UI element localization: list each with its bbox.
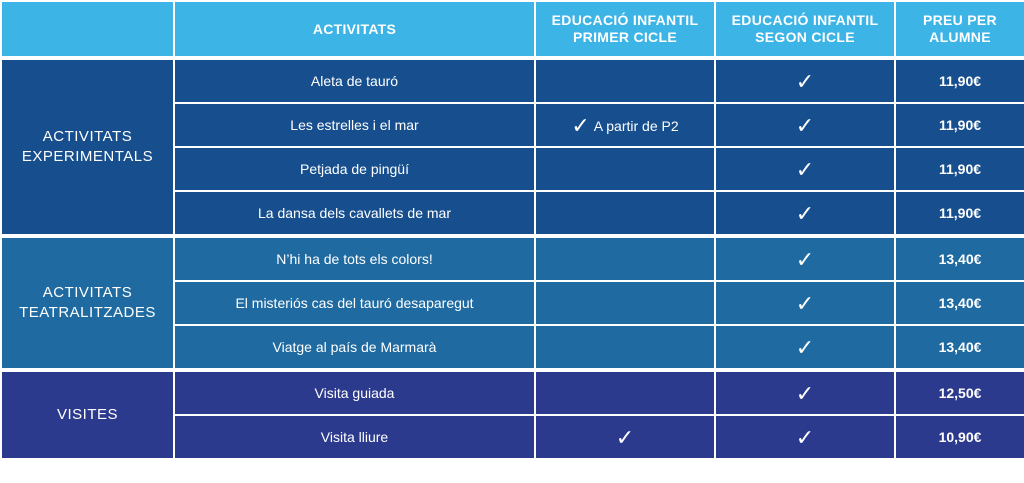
price-cell: 11,90€	[895, 58, 1024, 103]
price-cell: 10,90€	[895, 415, 1024, 459]
activity-name: Les estrelles i el mar	[174, 103, 535, 147]
activity-name: Visita guiada	[174, 370, 535, 415]
price-cell: 11,90€	[895, 103, 1024, 147]
first-cycle-cell	[535, 103, 715, 147]
first-cycle-cell	[535, 191, 715, 236]
check-icon: ✓	[795, 246, 815, 272]
second-cycle-cell	[715, 370, 895, 415]
activity-name: N’hi ha de tots els colors!	[174, 236, 535, 281]
header-activitats: ACTIVITATS	[174, 1, 535, 58]
second-cycle-cell	[715, 415, 895, 459]
second-cycle-cell	[715, 191, 895, 236]
price-cell: 13,40€	[895, 325, 1024, 370]
table-row	[1, 370, 1024, 415]
check-icon: ✓	[571, 112, 590, 138]
check-icon: ✓	[795, 156, 815, 182]
second-cycle-cell	[715, 58, 895, 103]
activity-name: Aleta de tauró	[174, 58, 535, 103]
price-cell: 11,90€	[895, 191, 1024, 236]
first-cycle-note: A partir de P2	[593, 117, 679, 134]
check-icon: ✓	[795, 424, 815, 450]
table-row	[1, 58, 1024, 103]
first-cycle-cell	[535, 281, 715, 325]
first-cycle-cell	[535, 236, 715, 281]
first-cycle-cell	[535, 325, 715, 370]
activity-name: El misteriós cas del tauró desaparegut	[174, 281, 535, 325]
activity-name: La dansa dels cavallets de mar	[174, 191, 535, 236]
category-visites: VISITES	[1, 370, 174, 459]
price-cell: 11,90€	[895, 147, 1024, 191]
first-cycle-cell	[535, 147, 715, 191]
category-experimentals: ACTIVITATS EXPERIMENTALS	[1, 58, 174, 236]
check-icon: ✓	[795, 200, 815, 226]
activity-name: Viatge al país de Marmarà	[174, 325, 535, 370]
first-cycle-cell	[535, 58, 715, 103]
second-cycle-cell	[715, 236, 895, 281]
second-cycle-cell	[715, 281, 895, 325]
second-cycle-cell	[715, 103, 895, 147]
second-cycle-cell	[715, 147, 895, 191]
price-cell: 12,50€	[895, 370, 1024, 415]
check-icon: ✓	[795, 334, 815, 360]
check-icon: ✓	[615, 424, 635, 450]
category-teatralitzades: ACTIVITATS TEATRALITZADES	[1, 236, 174, 370]
header-category	[1, 1, 174, 58]
price-cell: 13,40€	[895, 281, 1024, 325]
second-cycle-cell	[715, 325, 895, 370]
first-cycle-cell	[535, 370, 715, 415]
check-icon: ✓	[795, 68, 815, 94]
check-icon: ✓	[795, 112, 815, 138]
header-preu: PREU PER ALUMNE	[895, 1, 1024, 58]
price-cell: 13,40€	[895, 236, 1024, 281]
header-primer-cicle: EDUCACIÓ INFANTIL PRIMER CICLE	[535, 1, 715, 58]
check-icon: ✓	[795, 290, 815, 316]
activity-name: Visita lliure	[174, 415, 535, 459]
header-segon-cicle: EDUCACIÓ INFANTIL SEGON CICLE	[715, 1, 895, 58]
table-row	[1, 236, 1024, 281]
check-icon: ✓	[795, 380, 815, 406]
first-cycle-cell	[535, 415, 715, 459]
header-row	[1, 1, 1024, 58]
activity-name: Petjada de pingüí	[174, 147, 535, 191]
